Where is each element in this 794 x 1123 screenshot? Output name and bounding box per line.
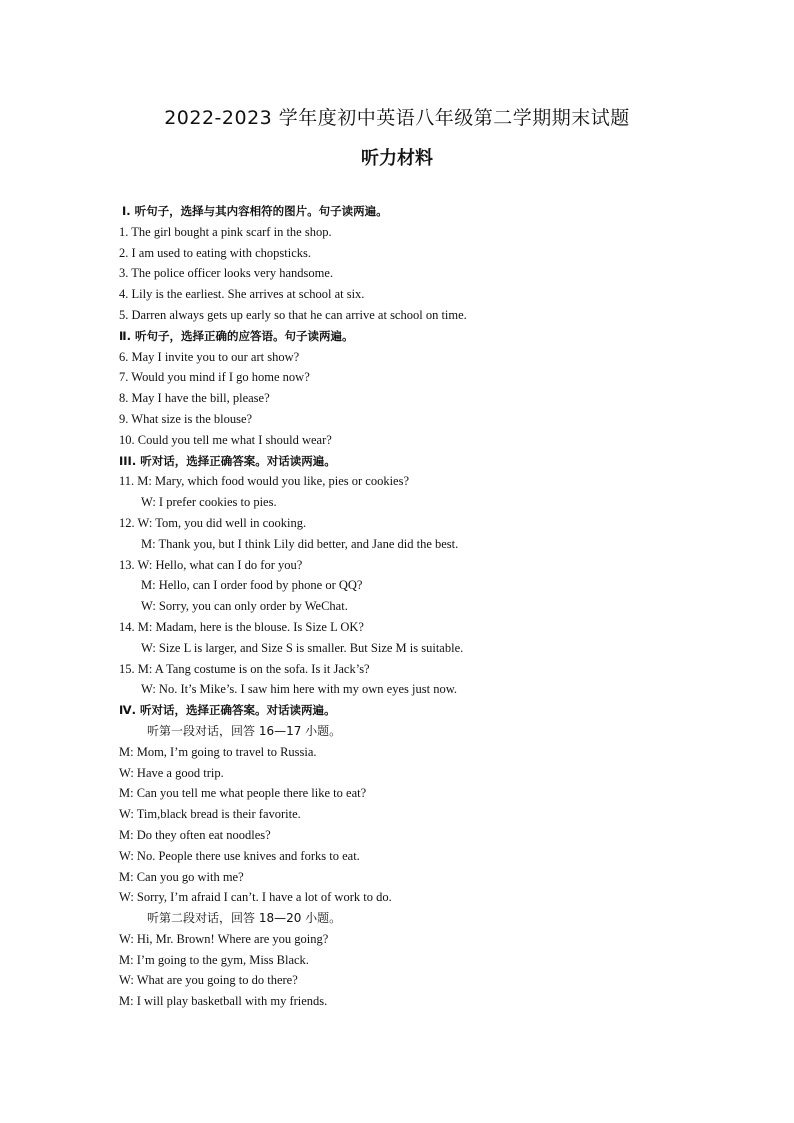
dialogue-reply-line: M: Thank you, but I think Lily did better, and Jane did the best. — [141, 536, 459, 551]
script-line: W: What are you going to do there? — [119, 973, 298, 988]
script-line: 11. M: Mary, which food would you like, pies or cookies? — [119, 474, 409, 489]
listening-script — [119, 201, 719, 1012]
dialogue-reply-line: M: Hello, can I order food by phone or QQ? — [141, 578, 363, 593]
section-heading: Ⅱ. 听句子，选择正确的应答语。句子读两遍。 — [119, 328, 354, 343]
script-line: M: Do they often eat noodles? — [119, 827, 271, 842]
script-line: M: I will play basketball with my friends. — [119, 994, 328, 1009]
script-line: W: Tim,black bread is their favorite. — [119, 807, 301, 822]
dialogue-reply-line: W: Size L is larger, and Size S is smaller. But Size M is suitable. — [141, 640, 464, 655]
script-line: W: Have a good trip. — [119, 765, 224, 780]
document-title: 2022-2023 学年度初中英语八年级第二学期期末试题 — [164, 107, 630, 129]
script-line: 15. M: A Tang costume is on the sofa. Is it Jack’s? — [119, 661, 370, 676]
script-line: 7. Would you mind if I go home now? — [119, 370, 310, 385]
script-line: M: Can you tell me what people there like to eat? — [119, 786, 367, 801]
section-heading: III. 听对话，选择正确答案。对话读两遍。 — [119, 453, 336, 468]
script-line: M: Mom, I’m going to travel to Russia. — [119, 744, 317, 759]
script-line: 10. Could you tell me what I should wear? — [119, 432, 332, 447]
dialogue-instruction: 听第一段对话，回答 16—17 小题。 — [147, 723, 342, 738]
script-line: M: Can you go with me? — [119, 869, 244, 884]
document-subtitle: 听力材料 — [361, 148, 433, 169]
script-line: M: I’m going to the gym, Miss Black. — [119, 952, 309, 967]
section-heading: Ⅳ. 听对话，选择正确答案。对话读两遍。 — [119, 703, 336, 718]
script-line: 3. The police officer looks very handsome. — [119, 266, 334, 281]
script-line: W: No. People there use knives and forks to eat. — [119, 848, 360, 863]
script-line: 1. The girl bought a pink scarf in the shop. — [119, 224, 332, 239]
script-line: W: Hi, Mr. Brown! Where are you going? — [119, 931, 329, 946]
dialogue-reply-line: W: No. It’s Mike’s. I saw him here with my own eyes just now. — [141, 682, 458, 697]
script-line: 5. Darren always gets up early so that he can arrive at school on time. — [119, 307, 467, 322]
dialogue-instruction: 听第二段对话，回答 18—20 小题。 — [147, 911, 342, 926]
dialogue-reply-line: W: Sorry, you can only order by WeChat. — [141, 599, 348, 614]
script-line: 6. May I invite you to our art show? — [119, 349, 300, 364]
script-line: 14. M: Madam, here is the blouse. Is Size L OK? — [119, 619, 364, 634]
script-line: 8. May I have the bill, please? — [119, 391, 270, 406]
script-line: 12. W: Tom, you did well in cooking. — [119, 515, 307, 530]
dialogue-reply-line: W: I prefer cookies to pies. — [141, 495, 277, 510]
script-line: 9. What size is the blouse? — [119, 411, 253, 426]
script-line: 2. I am used to eating with chopsticks. — [119, 245, 311, 260]
script-line: W: Sorry, I’m afraid I can’t. I have a lot of work to do. — [119, 890, 392, 905]
script-line: 13. W: Hello, what can I do for you? — [119, 557, 303, 572]
section-heading: Ⅰ. 听句子，选择与其内容相符的图片。句子读两遍。 — [122, 204, 388, 218]
script-line: 4. Lily is the earliest. She arrives at school at six. — [119, 287, 365, 302]
